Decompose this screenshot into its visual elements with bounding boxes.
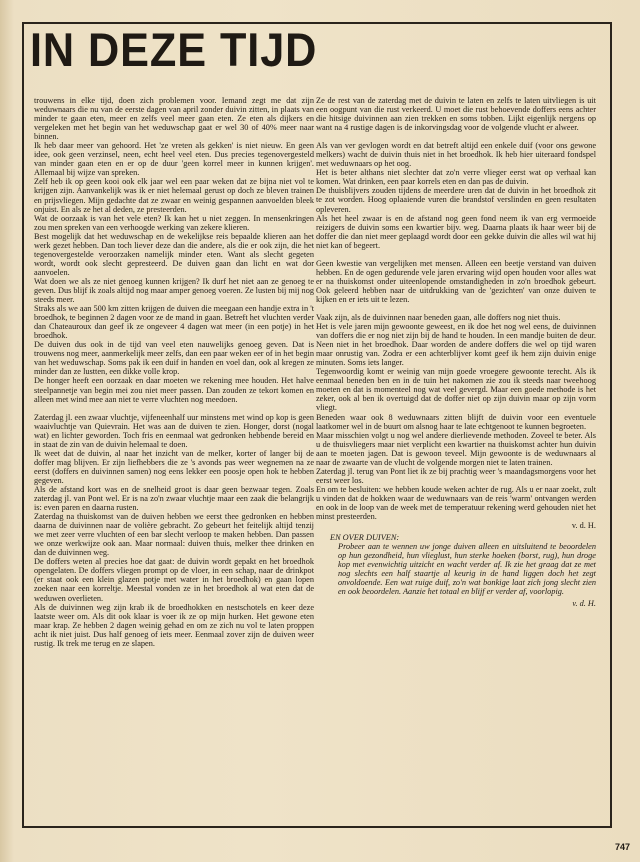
paragraph: Als van ver gevlogen wordt en dat betreft altijd een enkele duif (voor ons gewone melkers) wacht de duivin thuis niet in het broedhok. Ik heb hier uiteraard fondspel met weduwnaars op het oog. (316, 141, 596, 169)
paragraph: Als het heel zwaar is en de afstand nog geen fond neem ik van erg vermoeide reizigers de duivin soms een kwartier bijv. weg. Daarna plaats ik haar weer bij de doffer die dan niet meer geplaagd wordt door een gekke duivin die alles wil wat hij niet kan of begeert. (316, 213, 596, 250)
paragraph: De honger heeft een oorzaak en daar moeten we rekening mee houden. Het halve steelpannetje van begin mei zou niet meer passen. Dan zouden ze tekort komen en alleen met wind mee aan niet te verre vluchten nog meedoen. (34, 376, 314, 404)
paragraph: Tegenwoordig komt er weinig van mijn goede vroegere gewoonte terecht. Als ik eenmaal beneden ben en in de tuin het nakomen zie zou ik steeds naar tweehoog moeten en dat is momenteel nog wat veel gevergd. Maar een goede methode is het zeker, ook al ben ik overtuigd dat de doffer niet op zijn duivin maar op zijn vorm vliegt. (316, 367, 596, 413)
paragraph: Vaak zijn, als de duivinnen naar beneden gaan, alle doffers nog niet thuis. (316, 312, 561, 322)
sidebar-note-text: Probeer aan te wennen uw jonge duiven alleen en uitsluitend te beoordelen op hun gezondheid, hun vlieglust, hun sterke hoeken (borst, rug), hun droge kop met evenwichtig uitzicht en wacht verder af. Ik zie het graag dat ze met nog slechts een half staartje al keurig in de hand liggen doch het zegt onvoldoende. Een wat ruige duif, zo'n wat bonkige laat zich jong slecht zien en ook beoordelen. Aanzie het totaal en blijf er verder af, voorlopig. (338, 542, 596, 597)
sidebar-note-title: EN OVER DUIVEN: (330, 533, 400, 543)
paragraph: Best mogelijk dat het weduwschap en de wekelijkse reis bepaalde klieren aan het werk gezet hebben. Dan toch liever deze dan die andere, als die er ook zijn, die het tegenovergestelde veroorzaken namelijk minder eten. Want als slecht gegeten wordt, wordt ook slecht gepresteerd. De duiven gaan dan licht en wat dor aanvoelen. (34, 231, 314, 277)
article-title: IN DEZE TIJD (30, 23, 318, 76)
paragraph: Zelf heb ik op geen kooi ook elk jaar wel een paar weken dat ze bijna niet vol te krijgen zijn. Aanvankelijk was ik er niet helemaal gerust op doch ze bleven trainen en prijsvliegen. Mijn gedachte dat ze zwaar en weinig gespannen aanvoelden bleek onjuist. En als ze het al deden, ze presteerden. (34, 177, 314, 214)
paragraph: Ik weet dat de duivin, al naar het inzicht van de melker, korter of langer bij de doffer mag blijven. Er zijn liefhebbers die ze 's avonds pas weer wegnemen na ze eerst (doffers en duivinnen samen) nog eens lekker een poosje open hok te hebben gegeven. (34, 448, 314, 485)
paragraph: Geen kwestie van vergelijken met mensen. Alleen een beetje verstand van duiven hebben. En de ogen gedurende vele jaren ervaring wijd open houden voor alles wat er na thuiskomst onder uiteenlopende omstandigheden in zo'n broedhok gebeurt. Ook geleerd hebben naar de uitdrukking van de 'gezichten' van onze duiven te kijken en er iets uit te lezen. (316, 258, 596, 304)
paragraph: De duiven dus ook in de tijd van veel eten nauwelijks genoeg geven. Dat is trouwens nog meer, aanmerkelijk meer zelfs, dan een paar weken eer of in het begin van het weduwschap. Soms pak ik een duif in handen en voel dan, ook al kregen ze minder dan ze lustten, een dikke volle krop. (34, 340, 314, 377)
paragraph: De doffers weten al precies hoe dat gaat: de duivin wordt gepakt en het broedhok opengelaten. De doffers vliegen prompt op de vloer, in een schap, naar de drinkpot (er staat ook een klein glazen potje met water in het broedhok) en gaan lopen zoeken naar een korreltje. Meestal vonden ze in het broedhok al wat eten dat de weduwen overlieten. (34, 557, 314, 603)
sidebar-note (330, 533, 596, 608)
paragraph: Zaterdag jl. een zwaar vluchtje, vijfeneenhalf uur minstens met wind op kop is geen waaivluchtje van Quievrain. Het was aan de duiven te zien. Honger, dorst (nogal wat) en lichter geworden. Toch fris en eenmaal wat gedronken hebbende bereid en in staat de zin van de duivin helemaal te doen. (34, 412, 314, 449)
page-number: 747 (614, 842, 630, 852)
right-column (316, 96, 596, 608)
paragraph: Maar misschien volgt u nog wel andere dierlievende methoden. Zoveel te beter. Als u de thuisvliegers maar niet verplicht een kwartier na thuiskomst achter hun duivin aan te moeten jagen. Dat is gewoon teveel. Mijn gewoonte is de weduwnaars al naar de zwaarte van de vlucht de volgende morgen niet te laten trainen. (316, 430, 596, 467)
paragraph: De thuisblijvers zouden tijdens de meerdere uren dat de duivin in het broedhok zit te zot worden. Hoog oplaaiende vuren die brandstof verslinden en geen resultaten opleveren. (316, 186, 596, 214)
paragraph: Straks als we aan 500 km zitten krijgen de duiven die meegaan een handje extra in 't broedhok, te beginnen 2 dagen voor ze de mand in gaan. Betreft het vluchten verder dan Chateauroux dan geef ik ze ongeveer 4 dagen wat meer (in een potje) in het broedhok. (34, 304, 314, 341)
paragraph: Wat doen we als ze niet genoeg kunnen krijgen? Ik durf het niet aan ze genoeg te geven. Dus blijf ik zoals altijd nog maar amper genoeg voeren. Ze lusten bij mij nog steeds meer. (34, 276, 314, 305)
sidebar-note-signature: v. d. H. (572, 599, 596, 609)
paragraph: Als de duivinnen weg zijn krab ik de broedhokken en nestschotels en keer deze laatste weer om. Als dit ook klaar is voer ik ze op mijn hurken. Het gewone eten maar krap. Ze hebben 2 dagen weinig gehad en om ze zich nu vol te laten proppen acht ik niet juist. Dus half genoeg of iets meer. Eenmaal zover zijn de duiven weer rustig. Ik trek me terug en ze slapen. (34, 602, 314, 648)
paragraph: Het is vele jaren mijn gewoonte geweest, en ik doe het nog wel eens, de duivinnen van doffers die er nog niet zijn bij de hand te houden. In een mandje buiten de deur. Neen niet in het broedhok. Daar worden de andere doffers die wel op tijd waren maar onrustig van. Zodra er een achterblijver komt geef ik hem zijn duivin enige minuten. Soms iets langer. (316, 322, 596, 368)
paragraph: Beneden waar ook 8 weduwnaars zitten blijft de duivin voor een eventuele laatkomer wel in de buurt om alsnog haar te late echtgenoot te kunnen begroeten. (316, 412, 596, 431)
paragraph: En om te besluiten: we hebben koude weken achter de rug. Als u er naar zoekt, zult u vinden dat de hokken waar de weduwnaars van de reis 'warm' ontvangen werden en ook in de loop van de week met de temperatuur rekening werd gehouden niet het minst presteerden. (316, 484, 596, 522)
paragraph: Als de afstand kort was en de snelheid groot is daar geen bezwaar tegen. Zoals zaterdag jl. van Pont wel. Er is na zo'n zwaar vluchtje maar een zaak die belangrijk is: even paren en daarna rusten. (34, 484, 314, 513)
paragraph: Zaterdag na thuiskomst van de duiven hebben we eerst thee gedronken en hebben daarna de duivinnen naar de volière gebracht. Zo gebeurt het feitelijk altijd tenzij we met zeer verre vluchten of een bar slecht verloop te maken hebben. Dan passen we onze werkwijze ook aan. Maar normaal: duiven thuis, melker thee drinken en dan de duivinnen weg. (34, 512, 314, 558)
paragraph: Ik heb daar meer van gehoord. Het 'ze vreten als gekken' is niet nieuw. En geen idee, ook geen verzinsel, neen, echt heel veel eten. Dus precies tegenovergesteld van minder gaan eten en er op de duur 'geen korrel meer in kunnen krijgen'. Allemaal bij wijze van spreken. (34, 141, 314, 178)
author-signature: v. d. H. (571, 521, 596, 531)
paragraph: trouwens in elke tijd, doen zich problemen voor. Iemand zegt me dat zijn weduwnaars die nu van de eerste dagen van april zonder duivin zitten, in plaats van minder te gaan eten, meer en zelfs veel meer gaan eten. Ze eten als dijkers en vergeleken met het begin van het weduwschap gaat er wel 30 of 40% meer naar binnen. (34, 96, 314, 142)
paragraph: Ze de rest van de zaterdag met de duivin te laten en zelfs te laten uitvliegen is uit een oogpunt van die rust verkeerd. U moet die rust behoevende doffers eens achter die hitsige duivinnen aan zien trekken en soms tobben. Lijkt eigenlijk nergens op want na 4 rustige dagen is de inkorvingsdag voor de volgende vlucht er alweer. (316, 96, 596, 133)
paragraph: Het is beter althans niet slechter dat zo'n verre vlieger eerst wat op verhaal kan komen. Wat drinken, een paar korrels eten en dan pas de duivin. (316, 168, 596, 187)
paragraph: Zaterdag jl. terug van Pont liet ik ze bij prachtig weer 's maandagsmorgens voor het eerst weer los. (316, 466, 596, 485)
left-column (34, 96, 314, 648)
paragraph: Wat de oorzaak is van het vele eten? Ik kan het u niet zeggen. In mensenkringen zou men spreken van een verhoogde werking van zekere klieren. (34, 213, 314, 232)
